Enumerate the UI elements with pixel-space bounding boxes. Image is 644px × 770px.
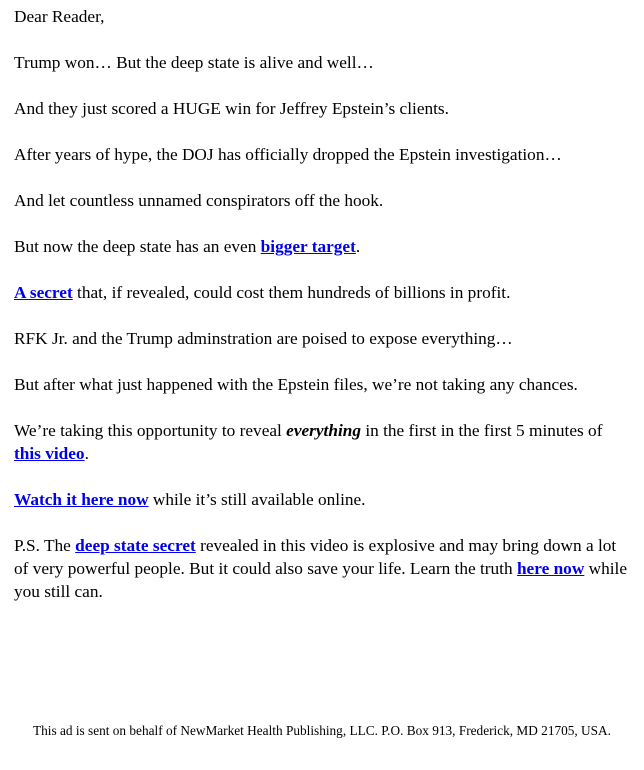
text-run: revealed in this video is explosive and may bring down a lot of very powerful people. But it could also save your life. Learn the truth bbox=[14, 536, 617, 578]
paragraph-12 bbox=[14, 534, 630, 603]
link-bigger-target[interactable]: bigger target bbox=[260, 237, 356, 256]
text-run: After years of hype, the DOJ has officially dropped the Epstein investigation… bbox=[14, 145, 562, 164]
text-run: Dear Reader, bbox=[14, 7, 105, 26]
paragraph-11 bbox=[14, 488, 630, 511]
link-watch-it-here-now[interactable]: Watch it here now bbox=[14, 490, 149, 509]
text-run: everything bbox=[286, 421, 362, 440]
paragraph-8 bbox=[14, 327, 630, 350]
text-run: RFK Jr. and the Trump adminstration are poised to expose everything… bbox=[14, 329, 513, 348]
footer-disclaimer: This ad is sent on behalf of NewMarket Health Publishing, LLC. P.O. Box 913, Frederick, MD 21705, USA. bbox=[33, 723, 611, 738]
link-here-now[interactable]: here now bbox=[516, 559, 585, 578]
paragraph-7 bbox=[14, 281, 630, 304]
text-run: while you still can. bbox=[14, 559, 628, 601]
link-a-secret[interactable]: A secret bbox=[14, 283, 73, 302]
text-run: . bbox=[84, 444, 89, 463]
paragraph-10 bbox=[14, 419, 630, 465]
text-run: But after what just happened with the Epstein files, we’re not taking any chances. bbox=[14, 375, 578, 394]
paragraph-2 bbox=[14, 51, 630, 74]
text-run: We’re taking this opportunity to reveal bbox=[14, 421, 287, 440]
text-run: And they just scored a HUGE win for Jeffrey Epstein’s clients. bbox=[14, 99, 449, 118]
paragraph-5 bbox=[14, 189, 630, 212]
paragraph-4 bbox=[14, 143, 630, 166]
paragraph-3 bbox=[14, 97, 630, 120]
text-run: that, if revealed, could cost them hundreds of billions in profit. bbox=[72, 283, 511, 302]
text-run: in the first in the first 5 minutes of bbox=[361, 421, 603, 440]
text-run: Trump won… But the deep state is alive and well… bbox=[14, 53, 374, 72]
link-this-video[interactable]: this video bbox=[14, 444, 85, 463]
link-deep-state-secret[interactable]: deep state secret bbox=[75, 536, 196, 555]
text-run: And let countless unnamed conspirators off the hook. bbox=[14, 191, 384, 210]
text-run: while it’s still available online. bbox=[148, 490, 366, 509]
paragraph-9 bbox=[14, 373, 630, 396]
text-run: But now the deep state has an even bbox=[14, 237, 261, 256]
text-run: P.S. The bbox=[14, 536, 76, 555]
text-run: . bbox=[355, 237, 361, 256]
paragraph-6 bbox=[14, 235, 630, 258]
paragraph-1 bbox=[14, 5, 630, 28]
